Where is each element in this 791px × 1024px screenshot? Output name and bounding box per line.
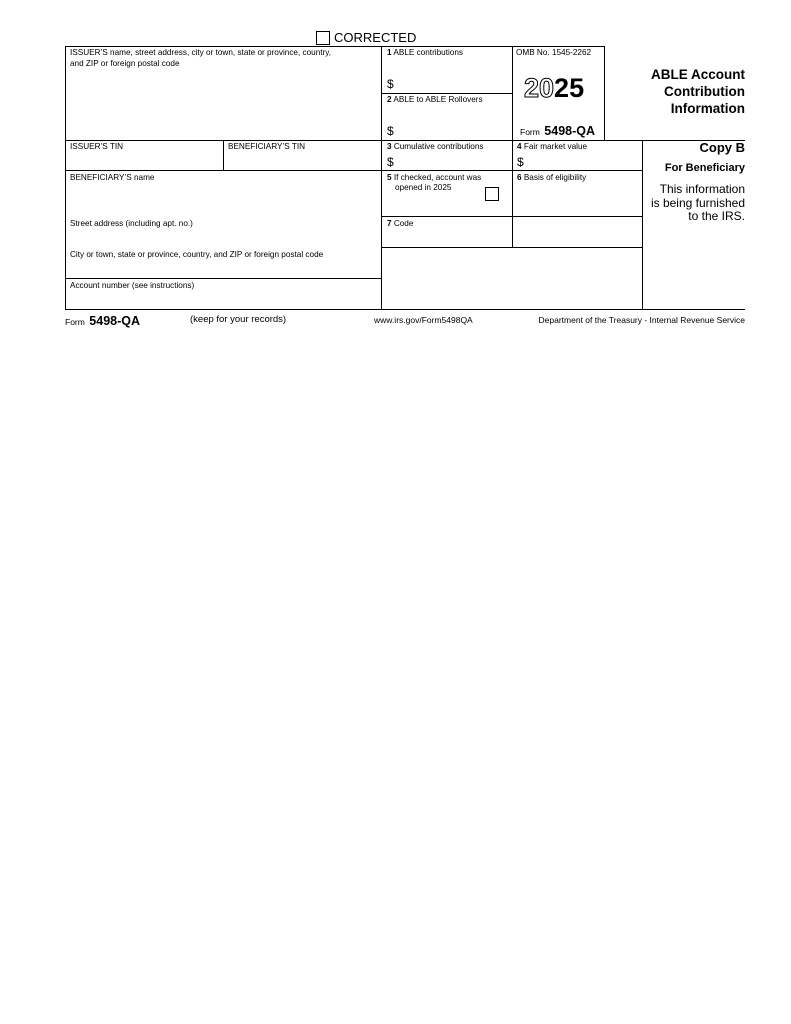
issuer-name-label-line1: ISSUER’S name, street address, city or town, state or province, country, [70, 48, 332, 57]
corrected-label: CORRECTED [334, 30, 417, 45]
box6-label: 6 Basis of eligibility [517, 173, 587, 182]
tax-year-outline: 20 [524, 73, 555, 103]
box2-currency: $ [387, 124, 394, 138]
copy-note: This information is being furnished to the IRS. [650, 182, 745, 223]
tin-divider [223, 140, 224, 170]
box4-label: 4 Fair market value [517, 142, 588, 151]
row-line-2 [65, 170, 642, 171]
box3-label: 3 Cumulative contributions [387, 142, 484, 151]
footer-form-number: Form 5498-QA [65, 314, 141, 328]
box7-label: 7 Code [387, 219, 414, 228]
omb-form-number: Form 5498-QA [520, 124, 596, 138]
beneficiary-tin-label: BENEFICIARY’S TIN [228, 142, 306, 151]
footer-url[interactable]: www.irs.gov/Form5498QA [374, 315, 473, 325]
copy-label: Copy B [699, 140, 745, 155]
row-line-5 [65, 278, 381, 279]
box2-label: 2 ABLE to ABLE Rollovers [387, 95, 483, 104]
corrected-checkbox[interactable] [316, 31, 330, 45]
box1-box2-divider [381, 93, 512, 94]
form-top-border [65, 46, 605, 47]
copy-column-divider [642, 140, 643, 309]
omb-number: OMB No. 1545-2262 [516, 48, 592, 57]
form-title: ABLE Account Contribution Information [651, 67, 745, 116]
box-column-divider [512, 46, 513, 248]
footer-keep: (keep for your records) [190, 314, 287, 325]
issuer-name-label-line2: and ZIP or foreign postal code [70, 59, 180, 68]
box3-currency: $ [387, 155, 394, 169]
beneficiary-name-label: BENEFICIARY’S name [70, 173, 155, 182]
copy-recipient: For Beneficiary [664, 162, 745, 174]
box1-currency: $ [387, 77, 394, 91]
left-border [65, 46, 66, 309]
omb-right-border [604, 46, 605, 140]
city-state-label: City or town, state or province, country, and ZIP or foreign postal code [70, 250, 324, 259]
main-column-divider [381, 46, 382, 309]
street-address-label: Street address (including apt. no.) [70, 219, 193, 228]
box1-label: 1 ABLE contributions [387, 48, 464, 57]
tax-year [524, 73, 584, 103]
box4-currency: $ [517, 155, 524, 169]
account-number-label: Account number (see instructions) [70, 281, 195, 290]
box5-label-line1: 5 If checked, account was [387, 173, 482, 182]
box5-checkbox[interactable] [485, 187, 499, 201]
issuer-tin-label: ISSUER’S TIN [70, 142, 124, 151]
form-bottom-border [65, 309, 745, 310]
box5-label-line2: opened in 2025 [395, 183, 452, 192]
row-line-1 [65, 140, 745, 141]
footer-department: Department of the Treasury - Internal Revenue Service [538, 315, 745, 325]
tax-year-bold: 25 [554, 73, 585, 103]
